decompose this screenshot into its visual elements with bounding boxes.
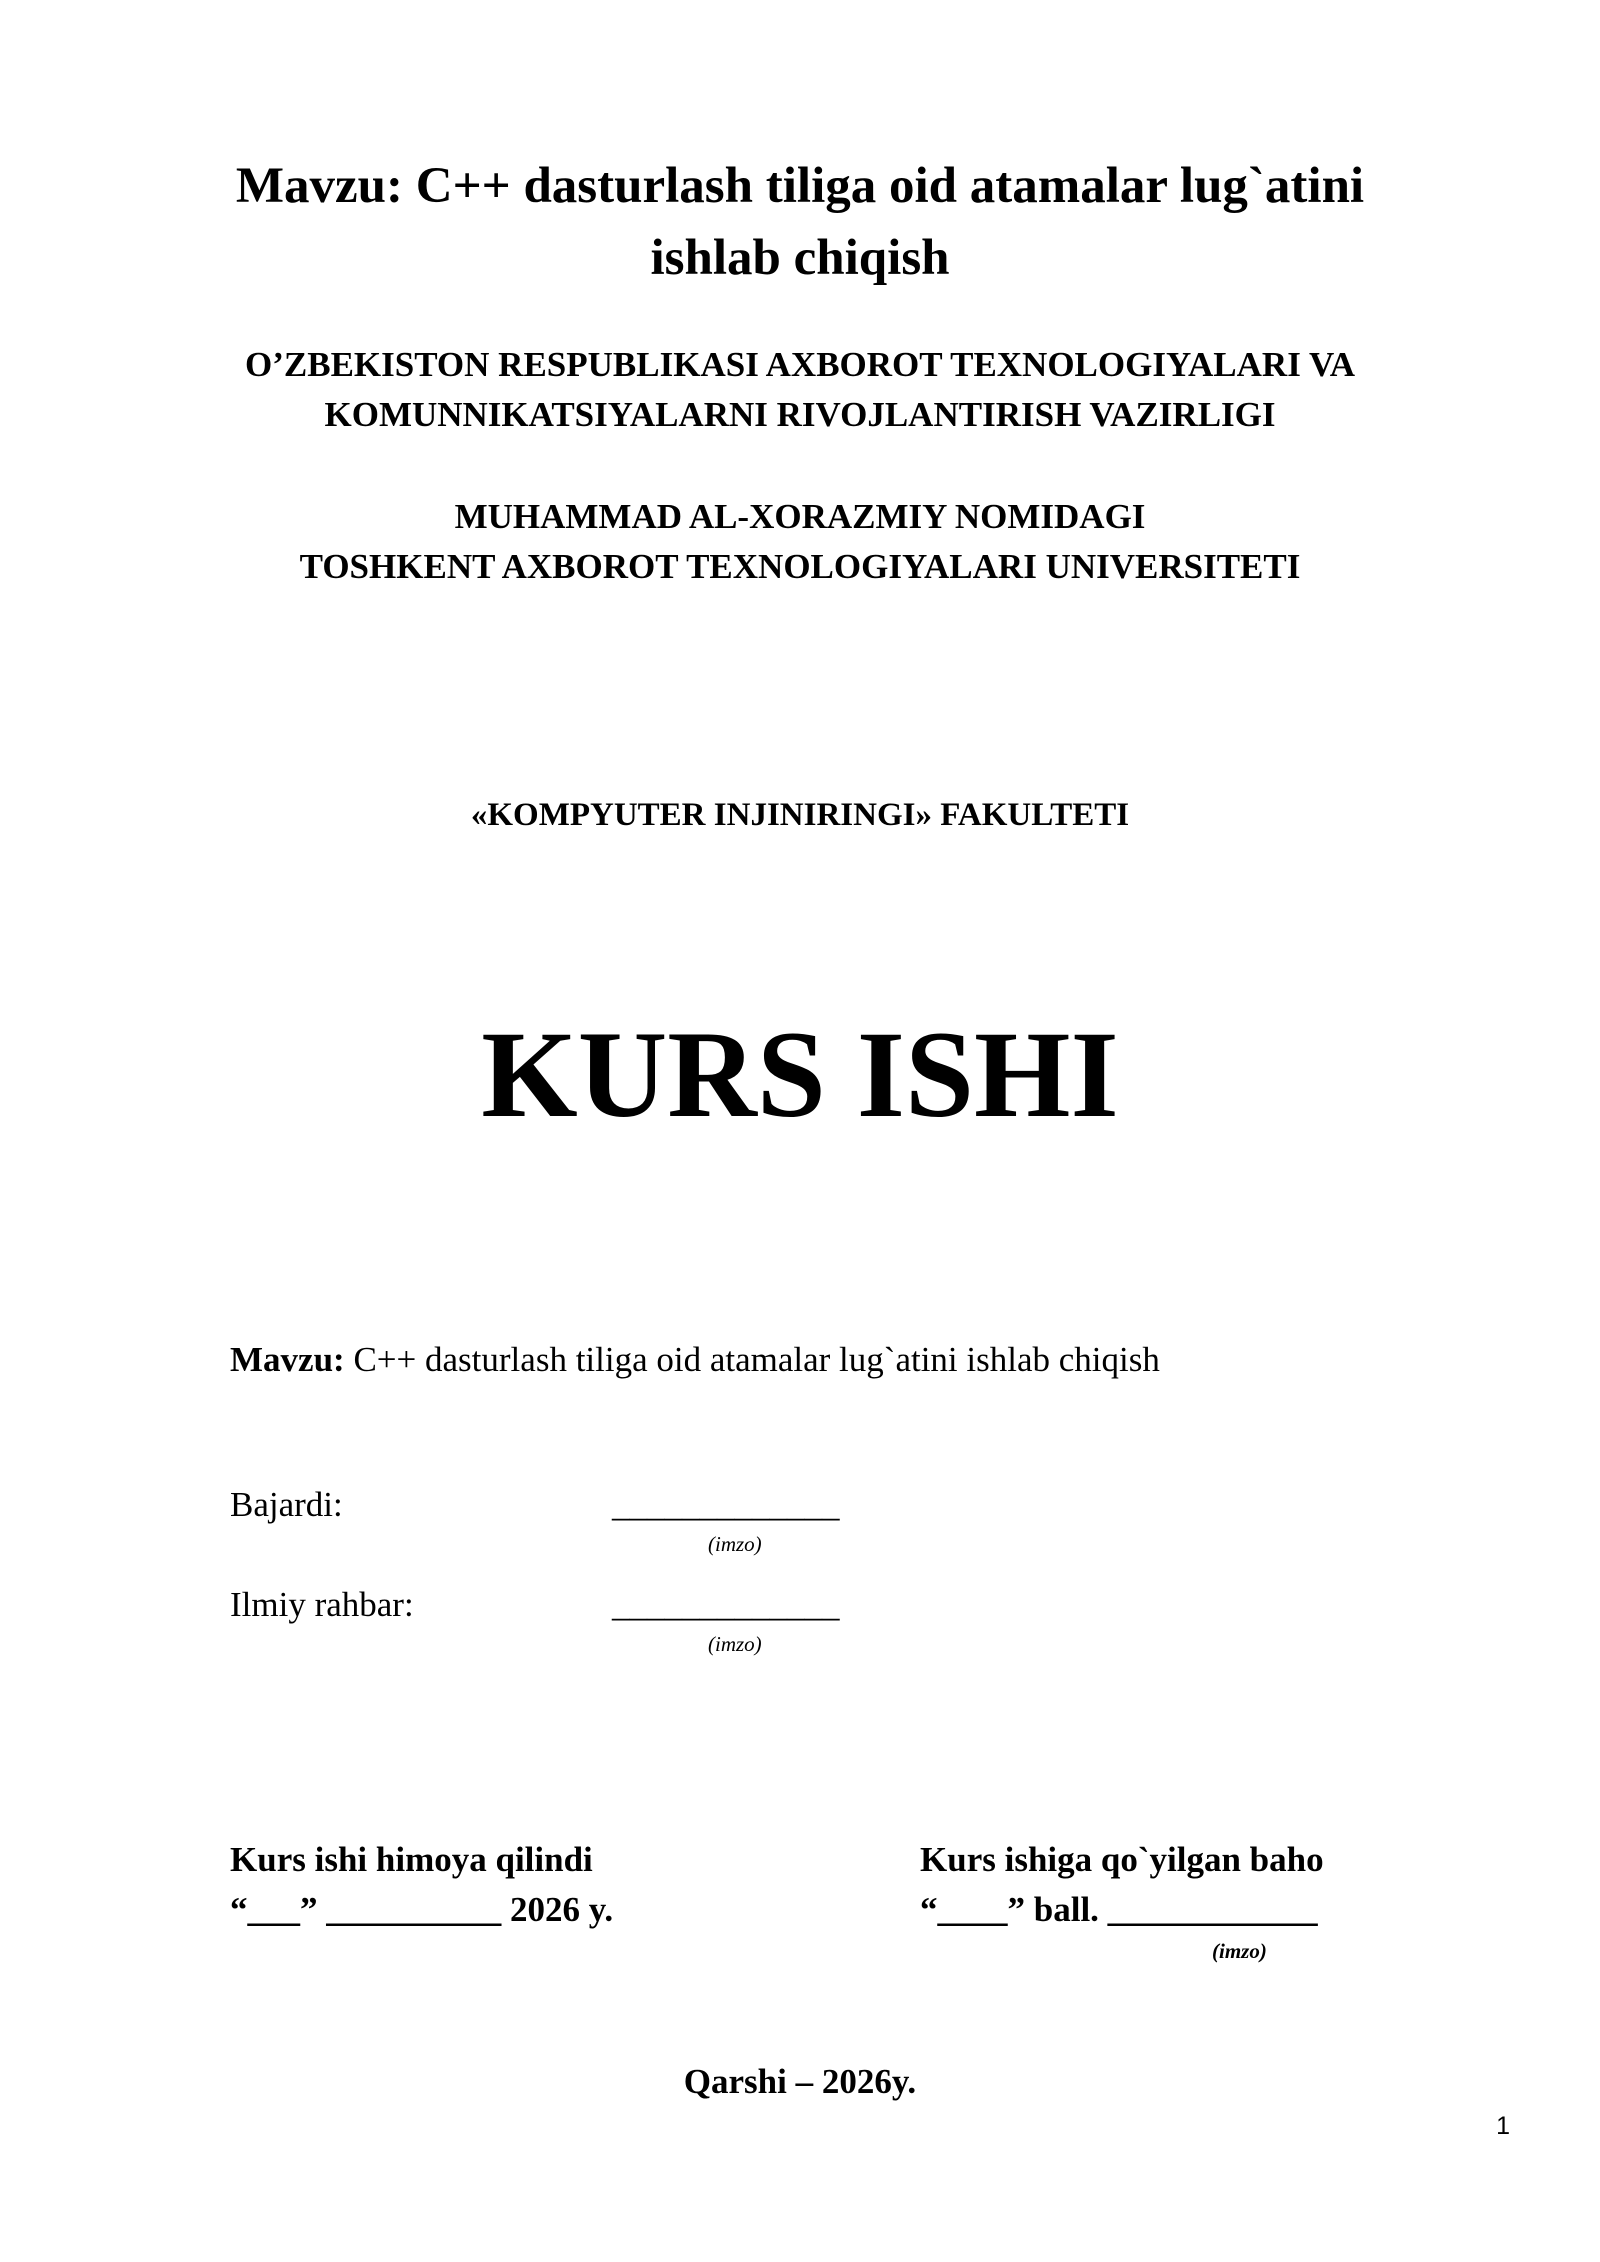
ministry-line-2: KOMUNNIKATSIYALARNI RIVOJLANTIRISH VAZIRLIGI <box>324 395 1276 434</box>
page-title <box>0 150 1600 294</box>
supervisor-signature-line: _____________ <box>612 1585 840 1624</box>
executor-signature-caption: (imzo) <box>708 1532 762 1556</box>
defense-block <box>230 1835 613 1935</box>
university-heading <box>0 492 1600 592</box>
signature-row-executor <box>230 1480 930 1570</box>
page-title-line-2: ishlab chiqish <box>650 230 950 286</box>
executor-label: Bajardi: <box>230 1485 343 1524</box>
university-line-2: TOSHKENT AXBOROT TEXNOLOGIYALARI UNIVERSITETI <box>299 547 1301 586</box>
page-title-line-1: Mavzu: C++ dasturlash tiliga oid atamalar lug`atini <box>235 158 1365 214</box>
topic-line <box>230 1335 1160 1385</box>
ministry-line-1: O’ZBEKISTON RESPUBLIKASI AXBOROT TEXNOLOGIYALARI VA <box>245 345 1355 384</box>
page-number: 1 <box>1496 2112 1510 2140</box>
grade-signature-caption: (imzo) <box>1212 1939 1267 1963</box>
grade-line-1: Kurs ishiga qo`yilgan baho <box>920 1840 1324 1879</box>
topic-label: Mavzu: <box>230 1340 345 1379</box>
grade-score-line: “____” ball. ____________ <box>920 1890 1318 1929</box>
faculty-heading: «KOMPYUTER INJINIRINGI» FAKULTETI <box>470 797 1130 833</box>
signature-row-supervisor <box>230 1580 930 1670</box>
city-year: Qarshi – 2026y. <box>683 2062 917 2101</box>
executor-signature-line: _____________ <box>612 1485 840 1524</box>
grade-block <box>920 1835 1520 1963</box>
university-line-1: MUHAMMAD AL-XORAZMIY NOMIDAGI <box>454 497 1146 536</box>
supervisor-label: Ilmiy rahbar: <box>230 1585 414 1624</box>
ministry-heading <box>0 340 1600 440</box>
document-type-heading: KURS ISHI <box>481 1006 1119 1143</box>
supervisor-signature-caption: (imzo) <box>708 1632 762 1656</box>
defense-date-line: “___” __________ 2026 y. <box>230 1890 614 1929</box>
topic-text: C++ dasturlash tiliga oid atamalar lug`atini ishlab chiqish <box>344 1340 1160 1379</box>
defense-line-1: Kurs ishi himoya qilindi <box>230 1840 593 1879</box>
